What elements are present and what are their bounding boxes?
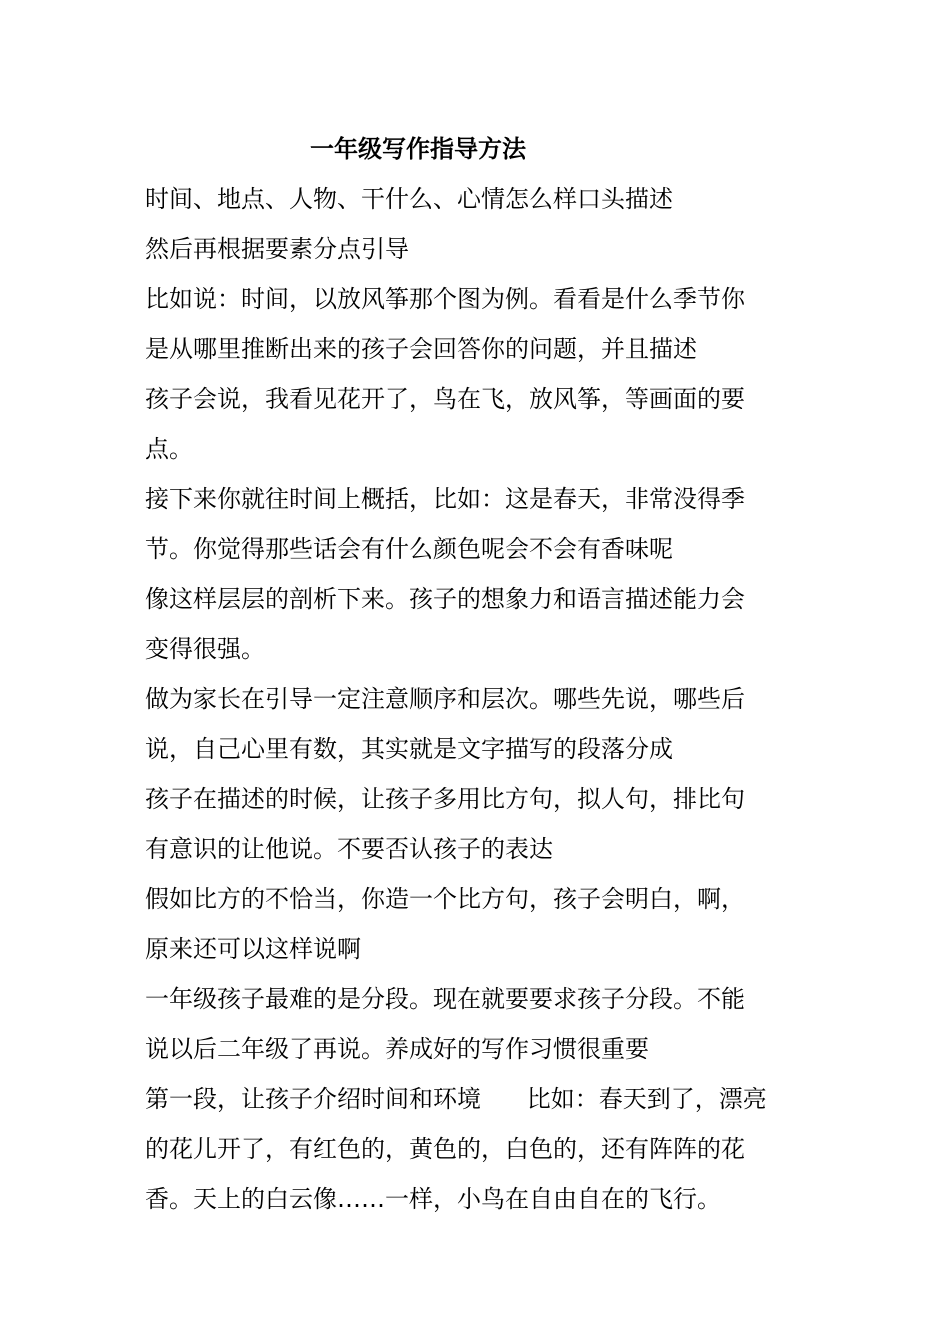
body-line: 点。 [145,435,193,463]
body-line: 孩子在描述的时候，让孩子多用比方句，拟人句，排比句 [145,785,745,813]
body-line: 是从哪里推断出来的孩子会回答你的问题，并且描述 [145,335,697,363]
body-line: 然后再根据要素分点引导 [145,235,409,263]
body-line: 有意识的让他说。不要否认孩子的表达 [145,835,553,863]
body-line: 时间、地点、人物、干什么、心情怎么样口头描述 [145,185,673,213]
body-line: 一年级孩子最难的是分段。现在就要要求孩子分段。不能 [145,985,745,1013]
document-body [145,179,810,1229]
body-line: 假如比方的不恰当，你造一个比方句，孩子会明白，啊， [145,885,745,913]
body-line: 说以后二年级了再说。养成好的写作习惯很重要 [145,1035,649,1063]
body-line: 香。天上的白云像……一样，小鸟在自由自在的飞行。 [145,1185,721,1213]
body-line: 做为家长在引导一定注意顺序和层次。哪些先说，哪些后 [145,685,745,713]
body-line: 原来还可以这样说啊 [145,935,361,963]
body-line: 第一段，让孩子介绍时间和环境 比如：春天到了，漂亮 [145,1085,767,1113]
body-line: 孩子会说，我看见花开了，鸟在飞，放风筝，等画面的要 [145,385,745,413]
document-title: 一年级写作指导方法 [310,135,526,163]
body-line: 比如说：时间，以放风筝那个图为例。看看是什么季节你 [145,285,745,313]
body-line: 像这样层层的剖析下来。孩子的想象力和语言描述能力会 [145,585,745,613]
body-line: 节。你觉得那些话会有什么颜色呢会不会有香味呢 [145,535,673,563]
body-line: 变得很强。 [145,635,265,663]
body-line: 接下来你就往时间上概括，比如：这是春天，非常没得季 [145,485,745,513]
body-line: 说，自己心里有数，其实就是文字描写的段落分成 [145,735,673,763]
body-line: 的花儿开了，有红色的，黄色的，白色的，还有阵阵的花 [145,1135,745,1163]
